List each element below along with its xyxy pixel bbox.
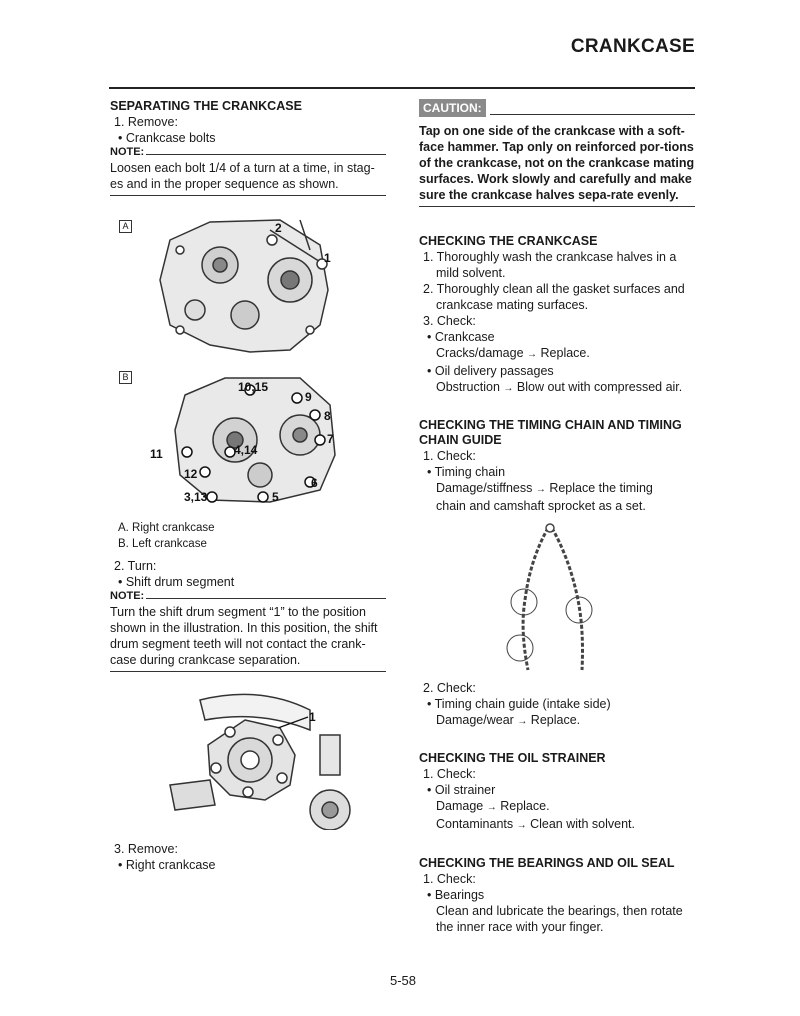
callout-b-3-13: 3,13 — [184, 490, 208, 504]
callout-b-7: 7 — [327, 432, 334, 446]
check-crankcase-step-1: 1. Thoroughly wash the crankcase halves in a — [423, 250, 677, 264]
right-column-lower — [419, 680, 695, 935]
step-3-item: • Right crankcase — [118, 858, 216, 872]
callout-b-10-15: 10,15 — [238, 380, 269, 394]
check-chain-step-2: 2. Check: — [423, 681, 476, 695]
figure-legend — [118, 520, 378, 552]
check-strainer-step-1: 1. Check: — [423, 767, 476, 781]
check-bearings-detail-2: the inner race with your finger. — [436, 920, 604, 934]
check-chain-step-1: 1. Check: — [423, 449, 476, 463]
check-crankcase-step-2-cont: crankcase mating surfaces. — [436, 298, 589, 312]
note-label-2: NOTE: — [110, 590, 145, 602]
step-2-item: • Shift drum segment — [118, 575, 235, 589]
check-chain-item-2: • Timing chain guide (intake side) — [427, 697, 611, 711]
section-heading-separating: SEPARATING THE CRANKCASE — [110, 99, 302, 113]
step-1: 1. Remove: — [114, 115, 178, 129]
note-label: NOTE: — [110, 146, 145, 158]
figure-label-a: A — [119, 220, 132, 233]
figure-label-b: B — [119, 371, 132, 384]
heading-check-oil-strainer: CHECKING THE OIL STRAINER — [419, 751, 606, 765]
arrow-icon: → — [535, 484, 546, 495]
check-crankcase-item-2: • Oil delivery passages — [427, 364, 554, 378]
note-header-1 — [110, 146, 386, 158]
left-column-bottom — [110, 841, 386, 873]
arrow-icon: → — [503, 383, 514, 394]
check-bearings-detail-1: Clean and lubricate the bearings, then rotate — [436, 904, 683, 918]
note-2-text: Turn the shift drum segment “1” to the position shown in the illustration. In this position, the shift drum segment teeth will not contact the crank-case during crankcase separation. — [110, 605, 378, 667]
callout-b-6: 6 — [311, 476, 318, 490]
callout-b-11: 11 — [150, 447, 163, 461]
left-column — [110, 99, 386, 196]
check-crankcase-item-1: • Crankcase — [427, 330, 495, 344]
check-chain-item-2-detail: Damage/wear → Replace. — [436, 713, 581, 727]
page-number: 5-58 — [390, 973, 417, 988]
callout-b-8: 8 — [324, 409, 331, 423]
callout-a-1: 1 — [324, 251, 331, 265]
check-strainer-detail-1: Damage → Replace. — [436, 799, 550, 813]
right-crankcase-drawing — [160, 220, 328, 352]
callout-a-2: 2 — [275, 221, 282, 235]
arrow-icon: → — [527, 349, 538, 360]
caution-header — [419, 99, 695, 117]
caution-label: CAUTION: — [419, 99, 486, 117]
check-chain-item-1-detail-cont: chain and camshaft sprocket as a set. — [436, 499, 646, 513]
caution-end-rule — [419, 206, 695, 207]
arrow-icon: → — [516, 820, 527, 831]
note-1-end-rule — [110, 195, 386, 196]
check-strainer-detail-2: Contaminants → Clean with solvent. — [436, 817, 636, 831]
callout-shift-drum-1: 1 — [309, 710, 316, 724]
check-crankcase-step-1-cont: mild solvent. — [436, 266, 506, 280]
check-bearings-step-1: 1. Check: — [423, 872, 476, 886]
note-header-2 — [110, 590, 386, 602]
arrow-icon: → — [517, 716, 528, 727]
caution-text: Tap on one side of the crankcase with a soft-face hammer. Tap only on reinforced por-tions of the crankcase, not on the crankcase mating surfaces. Work slowly and carefully and make sure the crankcase halves sepa-rate evenly. — [419, 124, 695, 202]
heading-check-crankcase: CHECKING THE CRANKCASE — [419, 234, 598, 248]
heading-check-bearings: CHECKING THE BEARINGS AND OIL SEAL — [419, 856, 675, 870]
check-crankcase-item-1-detail: Cracks/damage → Replace. — [436, 346, 590, 360]
callout-b-9: 9 — [305, 390, 312, 404]
arrow-icon: → — [486, 802, 497, 813]
shift-drum-figure — [160, 690, 360, 830]
check-bearings-item-1: • Bearings — [427, 888, 485, 902]
header-rule — [109, 87, 695, 89]
timing-chain-figure — [500, 520, 610, 680]
check-chain-item-1-detail: Damage/stiffness → Replace the timing — [436, 481, 653, 495]
heading-check-timing-chain: CHECKING THE TIMING CHAIN AND TIMING CHAIN GUIDE — [419, 418, 682, 447]
step-3: 3. Remove: — [114, 842, 178, 856]
step-2: 2. Turn: — [114, 559, 157, 573]
check-crankcase-step-3: 3. Check: — [423, 314, 476, 328]
legend-b: B. Left crankcase — [118, 538, 207, 550]
step-1-item: • Crankcase bolts — [118, 131, 216, 145]
legend-a: A. Right crankcase — [118, 522, 215, 534]
callout-b-5: 5 — [272, 490, 279, 504]
page-header-title: CRANKCASE — [570, 36, 695, 57]
check-crankcase-item-2-detail: Obstruction → Blow out with compressed air. — [436, 380, 683, 394]
check-chain-item-1: • Timing chain — [427, 465, 506, 479]
callout-b-12: 12 — [184, 467, 198, 481]
note-2-end-rule — [110, 671, 386, 672]
crankcase-figure — [150, 210, 350, 510]
note-1-text: Loosen each bolt 1/4 of a turn at a time, in stag-es and in the proper sequence as shown. — [110, 161, 375, 191]
right-column — [419, 99, 695, 514]
left-column-lower — [110, 558, 386, 672]
callout-b-4-14: 4,14 — [234, 443, 258, 457]
check-strainer-item-1: • Oil strainer — [427, 783, 496, 797]
check-crankcase-step-2: 2. Thoroughly clean all the gasket surfaces and — [423, 282, 685, 296]
